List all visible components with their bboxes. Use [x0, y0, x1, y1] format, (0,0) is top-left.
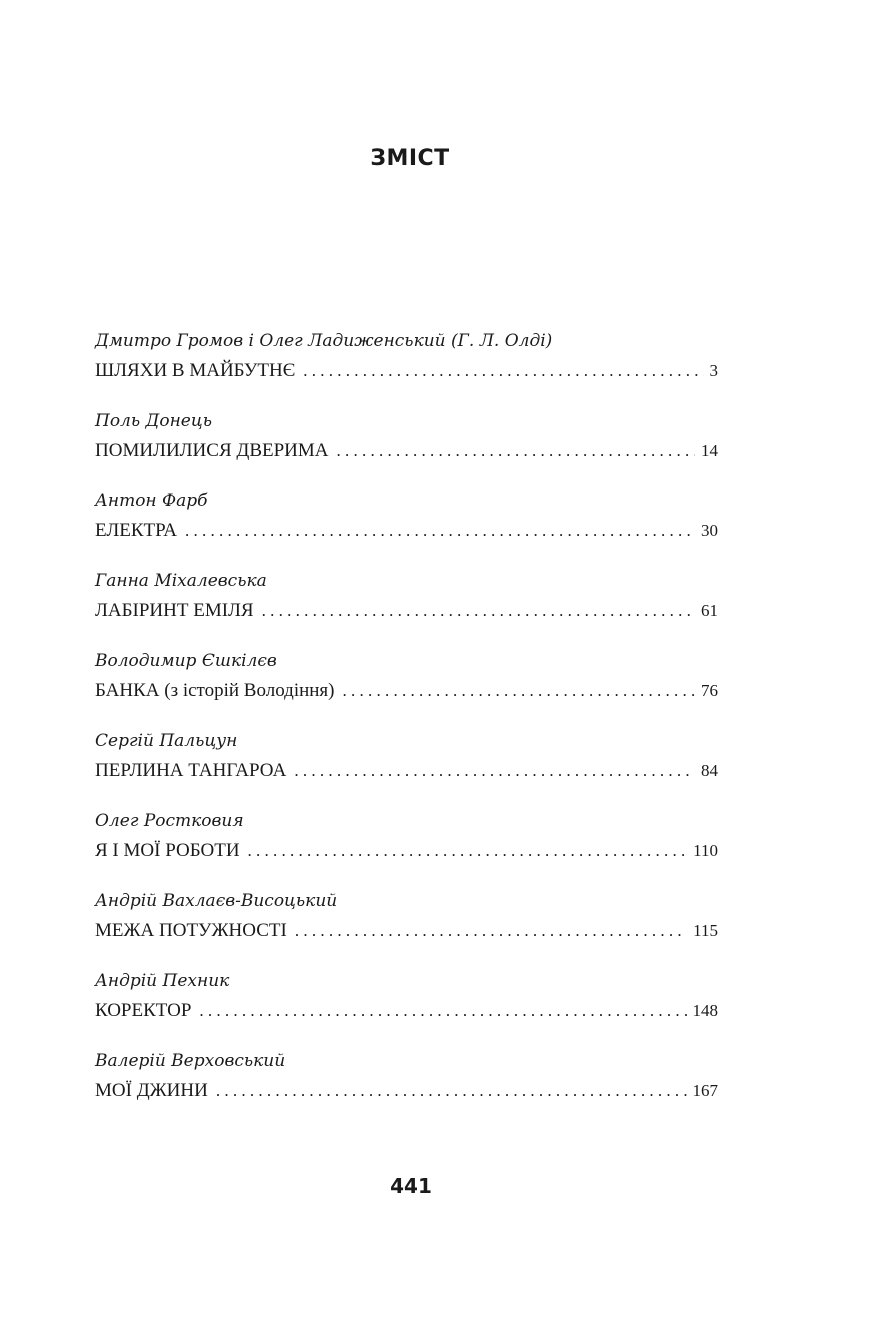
author-name: Андрій Пехник	[95, 971, 230, 991]
toc-entry[interactable]	[95, 1046, 718, 1126]
page-number: 3	[709, 361, 718, 380]
story-title: МОЇ ДЖИНИ	[95, 1080, 208, 1101]
author-name: Олег Ростковия	[95, 811, 244, 831]
story-title: ПОМИЛИЛИСЯ ДВЕРИМА	[95, 440, 329, 461]
dot-leader	[199, 996, 686, 1026]
dot-leader	[262, 596, 695, 626]
toc-entry[interactable]	[95, 726, 718, 806]
author-name: Андрій Вахлаєв-Висоцький	[95, 891, 338, 911]
toc-line	[95, 756, 718, 786]
page-folio-number: 441	[390, 1174, 432, 1198]
story-title: ПЕРЛИНА ТАНГАРОА	[95, 760, 287, 781]
author-name: Сергій Пальцун	[95, 731, 238, 751]
dot-leader	[248, 836, 688, 866]
author-name: Володимир Єшкілєв	[95, 651, 277, 671]
story-title: МЕЖА ПОТУЖНОСТІ	[95, 920, 287, 941]
toc-entry[interactable]	[95, 486, 718, 566]
story-title: КОРЕКТОР	[95, 1000, 192, 1021]
toc-line	[95, 436, 718, 466]
page-number: 76	[701, 681, 718, 700]
page-title: ЗМІСТ	[370, 146, 450, 171]
toc-entry[interactable]	[95, 886, 718, 966]
author-name: Антон Фарб	[95, 491, 208, 511]
dot-leader	[337, 436, 695, 466]
toc-entry[interactable]	[95, 566, 718, 646]
dot-leader	[295, 916, 687, 946]
story-title: ШЛЯХИ В МАЙБУТНЄ	[95, 360, 296, 381]
story-title: ЕЛЕКТРА	[95, 520, 177, 541]
page-number: 115	[693, 921, 718, 940]
dot-leader	[343, 676, 696, 706]
toc-entry[interactable]	[95, 646, 718, 726]
story-title: БАНКА (з історій Володіння)	[95, 680, 335, 701]
toc-entry[interactable]	[95, 966, 718, 1046]
story-title: Я І МОЇ РОБОТИ	[95, 840, 240, 861]
author-name: Дмитро Громов і Олег Ладиженський (Г. Л. Олді)	[95, 331, 553, 351]
dot-leader	[294, 756, 695, 786]
page-number: 61	[701, 601, 718, 620]
toc-entry[interactable]	[95, 406, 718, 486]
story-title: ЛАБІРИНТ ЕМІЛЯ	[95, 600, 254, 621]
page-number: 30	[701, 521, 718, 540]
toc-entry[interactable]	[95, 326, 718, 406]
dot-leader	[216, 1076, 687, 1106]
table-of-contents	[95, 326, 718, 1126]
toc-line	[95, 836, 718, 866]
toc-line	[95, 356, 718, 386]
page-number: 167	[692, 1081, 718, 1100]
page-number: 84	[701, 761, 718, 780]
toc-line	[95, 516, 718, 546]
page-number: 148	[692, 1001, 718, 1020]
toc-entry[interactable]	[95, 806, 718, 886]
page-number: 14	[701, 441, 718, 460]
author-name: Поль Донець	[95, 411, 212, 431]
author-name: Ганна Міхалевська	[95, 571, 267, 591]
author-name: Валерій Верховський	[95, 1051, 286, 1071]
toc-line	[95, 996, 718, 1026]
toc-line	[95, 676, 718, 706]
dot-leader	[303, 356, 703, 386]
dot-leader	[185, 516, 695, 546]
toc-line	[95, 1076, 718, 1106]
toc-line	[95, 916, 718, 946]
page-number: 110	[693, 841, 718, 860]
toc-line	[95, 596, 718, 626]
